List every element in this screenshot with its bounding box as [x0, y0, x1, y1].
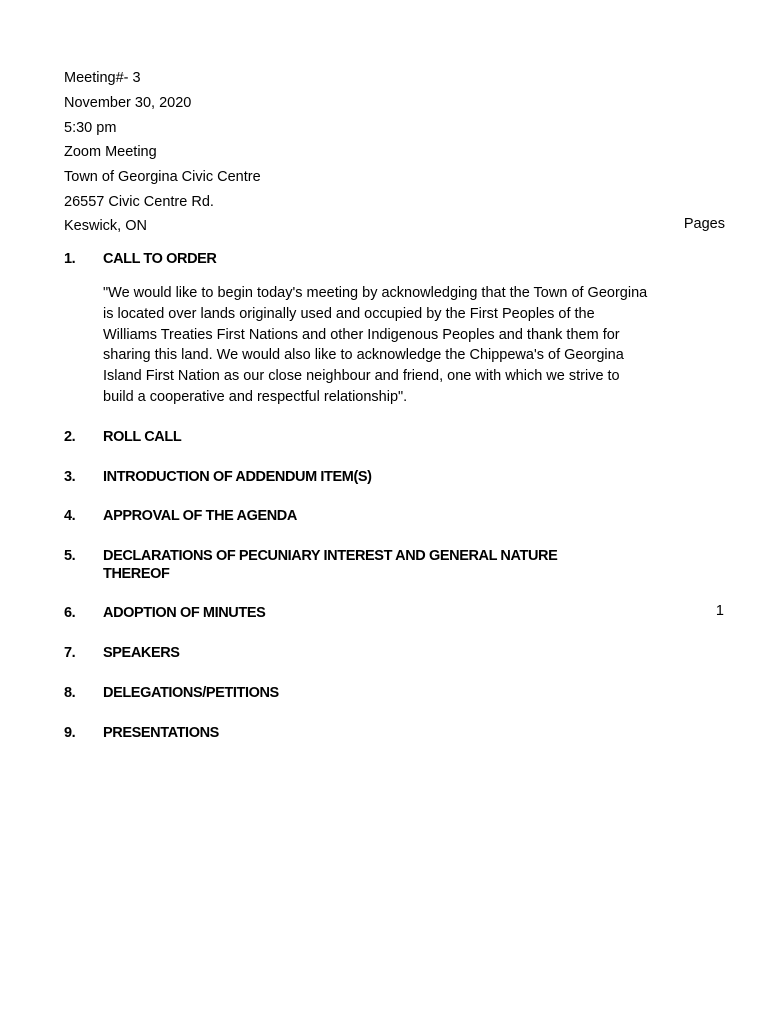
agenda-item-title: INTRODUCTION OF ADDENDUM ITEM(S)	[103, 469, 372, 485]
meeting-city: Keswick, ON	[64, 218, 147, 234]
agenda-item-title: CALL TO ORDER	[103, 251, 217, 267]
agenda-item-title: ROLL CALL	[103, 429, 182, 445]
agenda-item-number: 4.	[64, 508, 76, 524]
agenda-item-title: DECLARATIONS OF PECUNIARY INTEREST AND GENERAL NATURE THEREOF	[103, 548, 558, 582]
agenda-item-number: 5.	[64, 548, 76, 564]
agenda-item-page: 1	[715, 603, 724, 619]
agenda-item-title: PRESENTATIONS	[103, 725, 219, 741]
meeting-number: Meeting#- 3	[64, 70, 141, 86]
meeting-time: 5:30 pm	[64, 120, 117, 136]
pages-column-header: Pages	[683, 216, 725, 232]
meeting-address: 26557 Civic Centre Rd.	[64, 194, 214, 210]
agenda-item-number: 6.	[64, 605, 76, 621]
meeting-date: November 30, 2020	[64, 95, 192, 111]
land-acknowledgement: "We would like to begin today's meeting by acknowledging that the Town of Georgina is located over lands originally used and occupied by the First Peoples of the Williams Treaties First Nations and other Indigenous Peoples and thank them for sharing this land. We would also like to acknowledge the Chippewa's of Georgina Island First Nation as our close neighbour and friend, one with which we strive to build a cooperative and respectful relationship".	[103, 285, 648, 405]
agenda-item-number: 2.	[64, 429, 76, 445]
agenda-item-title: ADOPTION OF MINUTES	[103, 605, 266, 621]
agenda-item-number: 9.	[64, 725, 76, 741]
agenda-item-number: 3.	[64, 469, 76, 485]
agenda-item-number: 8.	[64, 685, 76, 701]
agenda-item-number: 1.	[64, 251, 76, 267]
meeting-venue: Town of Georgina Civic Centre	[64, 169, 261, 185]
agenda-item-title: DELEGATIONS/PETITIONS	[103, 685, 279, 701]
agenda-item-number: 7.	[64, 645, 76, 661]
agenda-item-title: APPROVAL OF THE AGENDA	[103, 508, 297, 524]
agenda-item-title: SPEAKERS	[103, 645, 180, 661]
meeting-location-type: Zoom Meeting	[64, 144, 157, 160]
